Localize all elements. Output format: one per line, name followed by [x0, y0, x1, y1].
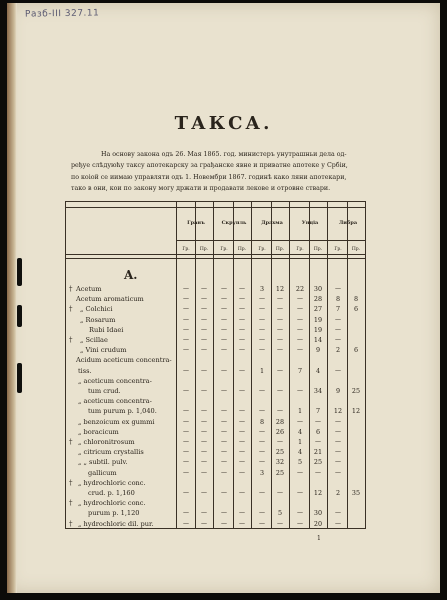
- price-cell: —: [239, 407, 245, 415]
- item-name: „ boracicum: [78, 427, 119, 436]
- price-cell: —: [201, 346, 207, 354]
- price-cell: —: [239, 509, 245, 517]
- price-cell: —: [221, 427, 227, 435]
- price-cell: —: [297, 336, 303, 343]
- price-cell: 25: [275, 468, 285, 477]
- item-name: tum crud.: [88, 387, 121, 395]
- price-cell: 5: [277, 509, 283, 518]
- price-cell: —: [259, 509, 265, 517]
- price-cell: —: [259, 336, 265, 343]
- item-name: „ hydrochloric conc.: [78, 478, 146, 487]
- price-cell: —: [277, 489, 283, 496]
- price-cell: —: [183, 417, 189, 425]
- column-group-header: Либра: [338, 220, 358, 226]
- price-cell: 12: [313, 489, 323, 497]
- price-cell: —: [221, 407, 227, 415]
- unit-header: Пр.: [313, 247, 323, 252]
- price-cell: 35: [351, 489, 361, 497]
- price-cell: —: [201, 468, 207, 476]
- price-cell: —: [201, 285, 207, 292]
- price-cell: 20: [313, 519, 323, 528]
- price-cell: —: [221, 509, 227, 517]
- unit-header: Гр.: [182, 247, 190, 252]
- table-row: [66, 406, 365, 416]
- price-cell: —: [239, 346, 245, 354]
- price-cell: 27: [313, 305, 323, 314]
- price-table: [65, 201, 366, 529]
- price-cell: —: [221, 519, 227, 527]
- price-cell: —: [221, 489, 227, 496]
- binding-tear: [17, 305, 22, 327]
- price-cell: —: [239, 448, 245, 456]
- column-rule: [365, 202, 366, 528]
- price-cell: 9: [315, 346, 321, 355]
- table-row: [66, 386, 365, 396]
- price-cell: —: [183, 387, 189, 394]
- price-cell: —: [259, 305, 265, 313]
- price-cell: —: [201, 427, 207, 435]
- price-cell: —: [221, 438, 227, 445]
- price-cell: —: [239, 417, 245, 425]
- price-cell: —: [183, 489, 189, 496]
- binding-tear: [17, 258, 22, 286]
- item-name: „ Rosarum: [80, 315, 116, 324]
- price-cell: —: [259, 458, 265, 466]
- price-cell: 14: [313, 336, 323, 344]
- price-cell: 22: [295, 285, 305, 293]
- page-title: ТАКСА.: [174, 113, 273, 134]
- unit-header: Пр.: [275, 247, 285, 252]
- price-cell: —: [335, 468, 341, 476]
- price-cell: 6: [353, 346, 359, 355]
- price-cell: —: [183, 325, 189, 333]
- table-row: [66, 417, 365, 427]
- item-name: „ Scillae: [80, 336, 108, 344]
- price-cell: —: [259, 387, 265, 394]
- price-cell: —: [183, 315, 189, 323]
- item-name: purum p. 1,120: [88, 509, 140, 518]
- price-cell: —: [183, 366, 189, 374]
- intro-paragraph: [71, 149, 419, 194]
- intro-line: тако в они, кои по закону могу држати и продавати лекове и отровне ствари.: [71, 184, 331, 192]
- price-cell: 4: [315, 366, 321, 375]
- price-cell: —: [239, 295, 245, 303]
- table-row: [66, 284, 365, 294]
- price-cell: —: [221, 366, 227, 374]
- price-cell: 3: [259, 285, 265, 293]
- price-cell: 7: [315, 407, 321, 416]
- table-row: [66, 325, 365, 335]
- price-cell: 8: [335, 295, 341, 304]
- price-cell: —: [259, 489, 265, 496]
- price-cell: 26: [275, 427, 285, 436]
- price-cell: 28: [313, 295, 323, 304]
- price-cell: —: [335, 336, 341, 343]
- price-cell: —: [239, 438, 245, 445]
- price-cell: —: [183, 285, 189, 292]
- price-cell: —: [183, 509, 189, 517]
- price-cell: —: [277, 325, 283, 333]
- price-cell: 6: [315, 427, 321, 436]
- table-row: [66, 396, 365, 406]
- price-cell: 32: [275, 458, 285, 467]
- price-cell: —: [201, 366, 207, 374]
- price-cell: 9: [335, 387, 341, 395]
- table-row: [66, 519, 365, 529]
- price-cell: 34: [313, 387, 323, 395]
- price-cell: —: [201, 448, 207, 456]
- price-cell: —: [297, 468, 303, 476]
- price-cell: —: [335, 448, 341, 456]
- price-cell: —: [201, 315, 207, 323]
- price-cell: 3: [259, 468, 265, 477]
- table-row: [66, 427, 365, 437]
- price-cell: 2: [335, 489, 341, 497]
- price-cell: —: [183, 468, 189, 476]
- price-cell: —: [239, 387, 245, 394]
- price-cell: 30: [313, 285, 323, 293]
- price-cell: —: [221, 295, 227, 303]
- table-row: [66, 304, 365, 314]
- price-cell: —: [335, 458, 341, 466]
- price-cell: 4: [297, 448, 303, 457]
- price-cell: —: [259, 346, 265, 354]
- item-name: Rubi Idaei: [89, 325, 124, 334]
- price-cell: —: [239, 336, 245, 343]
- price-cell: —: [277, 438, 283, 445]
- price-cell: —: [183, 438, 189, 445]
- price-cell: —: [201, 438, 207, 445]
- price-cell: —: [221, 305, 227, 313]
- price-cell: —: [297, 489, 303, 496]
- price-cell: —: [259, 295, 265, 303]
- price-cell: 12: [351, 407, 361, 416]
- item-name: crud. p. 1,160: [88, 489, 135, 497]
- price-cell: 25: [275, 448, 285, 457]
- intro-line: по коіой се иимаю управляти одъ 1. Новембри 1867. годинѣ како ляни апотекари,: [71, 173, 347, 181]
- table-row: [66, 478, 365, 488]
- price-cell: —: [239, 468, 245, 476]
- price-cell: 2: [335, 346, 341, 355]
- price-cell: —: [221, 468, 227, 476]
- table-row: [66, 437, 365, 447]
- dagger-mark: †: [69, 499, 73, 508]
- price-cell: —: [335, 509, 341, 517]
- unit-header: Гр.: [296, 247, 304, 252]
- price-cell: —: [221, 346, 227, 354]
- table-row: [66, 508, 365, 518]
- price-cell: —: [239, 315, 245, 323]
- table-row: [66, 345, 365, 355]
- unit-header: Гр.: [220, 247, 228, 252]
- price-cell: —: [221, 458, 227, 466]
- table-row: [66, 488, 365, 498]
- intro-line: На основу закона одъ 26. Мая 1865. год. министеръ унутрашньи дела од-: [101, 151, 347, 158]
- item-name: tiss.: [78, 366, 92, 375]
- price-cell: —: [277, 387, 283, 394]
- price-cell: —: [297, 387, 303, 394]
- price-cell: —: [201, 407, 207, 415]
- item-name: Acetum aromaticum: [76, 295, 144, 304]
- price-cell: —: [239, 519, 245, 527]
- document-page: [7, 3, 440, 593]
- price-cell: —: [239, 458, 245, 466]
- item-name: „ citricum crystallis: [78, 448, 144, 457]
- price-cell: —: [297, 519, 303, 527]
- price-cell: —: [259, 448, 265, 456]
- price-cell: —: [221, 315, 227, 323]
- price-cell: —: [335, 325, 341, 333]
- price-cell: —: [183, 336, 189, 343]
- price-cell: —: [183, 295, 189, 303]
- price-cell: —: [201, 509, 207, 517]
- price-cell: —: [297, 315, 303, 323]
- price-cell: —: [259, 325, 265, 333]
- price-cell: —: [239, 325, 245, 333]
- column-group-header: Драхма: [261, 220, 283, 226]
- price-cell: —: [183, 448, 189, 456]
- item-name: tum purum p. 1,040.: [88, 407, 157, 416]
- item-name: „ „ subtil. pulv.: [78, 458, 128, 467]
- price-cell: —: [277, 295, 283, 303]
- price-cell: —: [201, 325, 207, 333]
- table-row: [66, 468, 365, 478]
- price-cell: —: [277, 336, 283, 343]
- price-cell: 19: [313, 325, 323, 334]
- price-cell: —: [277, 519, 283, 527]
- price-cell: 30: [313, 509, 323, 518]
- price-cell: —: [239, 285, 245, 292]
- unit-header: Гр.: [258, 247, 266, 252]
- price-cell: —: [335, 438, 341, 445]
- price-cell: 1: [297, 407, 303, 416]
- price-cell: —: [239, 366, 245, 374]
- price-cell: —: [277, 366, 283, 374]
- price-cell: —: [277, 315, 283, 323]
- price-cell: —: [183, 305, 189, 313]
- price-cell: —: [221, 336, 227, 343]
- dagger-mark: †: [69, 305, 73, 314]
- section-letter: A.: [124, 268, 138, 282]
- item-name: „ aceticum concentra-: [78, 376, 152, 385]
- price-cell: —: [201, 295, 207, 303]
- unit-header: Пр.: [351, 247, 361, 252]
- binding-edge: [7, 3, 17, 593]
- dagger-mark: †: [69, 336, 73, 344]
- price-cell: —: [183, 458, 189, 466]
- price-cell: 12: [333, 407, 343, 416]
- header-rule: [66, 207, 365, 208]
- price-cell: —: [335, 519, 341, 527]
- archive-stamp: Разб-III 327.11: [24, 8, 100, 20]
- dagger-mark: †: [69, 478, 73, 487]
- table-row: [66, 335, 365, 345]
- price-cell: —: [239, 427, 245, 435]
- price-cell: 8: [259, 417, 265, 426]
- column-group-header: Унціа: [301, 220, 319, 226]
- dagger-mark: †: [69, 519, 73, 528]
- price-cell: —: [201, 519, 207, 527]
- price-cell: —: [183, 519, 189, 527]
- price-cell: —: [315, 417, 321, 425]
- header-rule: [66, 258, 365, 259]
- table-row: [66, 498, 365, 508]
- price-cell: —: [221, 448, 227, 456]
- price-cell: —: [277, 346, 283, 354]
- price-cell: 1: [259, 366, 265, 375]
- price-cell: —: [297, 325, 303, 333]
- price-cell: 5: [297, 458, 303, 467]
- table-row: [66, 355, 365, 365]
- dagger-mark: †: [69, 438, 73, 446]
- price-cell: —: [297, 509, 303, 517]
- price-cell: —: [259, 519, 265, 527]
- table-row: [66, 315, 365, 325]
- price-cell: 12: [275, 285, 285, 293]
- item-name: „ aceticum concentra-: [78, 397, 152, 406]
- item-name: „ Vini crudum: [80, 346, 127, 355]
- item-name: Acetum: [76, 285, 102, 293]
- price-cell: —: [201, 336, 207, 343]
- binding-tear: [17, 363, 22, 393]
- price-cell: —: [259, 315, 265, 323]
- price-cell: —: [315, 468, 321, 476]
- price-cell: —: [183, 427, 189, 435]
- price-cell: —: [221, 285, 227, 292]
- price-cell: —: [297, 305, 303, 313]
- unit-header: Пр.: [237, 247, 247, 252]
- table-row: [66, 447, 365, 457]
- item-name: „ hydrochloric dil. pur.: [78, 519, 154, 528]
- price-cell: —: [335, 427, 341, 435]
- price-cell: —: [239, 305, 245, 313]
- price-cell: —: [183, 346, 189, 354]
- price-cell: —: [297, 295, 303, 303]
- price-cell: 25: [351, 387, 361, 395]
- price-cell: —: [277, 407, 283, 415]
- table-row: [66, 376, 365, 386]
- price-cell: —: [183, 407, 189, 415]
- price-cell: 25: [313, 458, 323, 467]
- price-cell: 4: [297, 427, 303, 436]
- price-cell: —: [335, 285, 341, 292]
- table-row: [66, 457, 365, 467]
- price-cell: —: [201, 305, 207, 313]
- price-cell: 6: [353, 305, 359, 314]
- item-name: „ hydrochloric conc.: [78, 499, 146, 508]
- price-cell: —: [201, 417, 207, 425]
- price-cell: —: [315, 438, 321, 445]
- price-cell: —: [297, 346, 303, 354]
- price-cell: —: [297, 417, 303, 425]
- price-cell: —: [277, 305, 283, 313]
- table-row: [66, 294, 365, 304]
- price-cell: 19: [313, 315, 323, 324]
- item-name: „ benzoicum ex gummi: [78, 417, 155, 426]
- dagger-mark: †: [69, 285, 73, 293]
- price-cell: —: [221, 387, 227, 394]
- price-cell: —: [201, 458, 207, 466]
- table-row: [66, 366, 365, 376]
- page-number: 1: [317, 535, 321, 542]
- unit-header: Гр.: [334, 247, 342, 252]
- price-cell: —: [201, 489, 207, 496]
- item-name: Acidum aceticum concentra-: [76, 356, 172, 365]
- item-name: „ Colchici: [80, 305, 113, 314]
- price-cell: —: [259, 407, 265, 415]
- price-cell: 7: [335, 305, 341, 314]
- price-cell: —: [335, 417, 341, 425]
- price-cell: —: [201, 387, 207, 394]
- price-cell: 1: [297, 438, 303, 446]
- unit-header: Пр.: [199, 247, 209, 252]
- item-name: „ chloronitrosum: [78, 438, 135, 446]
- price-cell: —: [221, 417, 227, 425]
- price-cell: —: [335, 366, 341, 374]
- price-cell: 7: [297, 366, 303, 375]
- price-cell: —: [221, 325, 227, 333]
- price-cell: —: [335, 315, 341, 323]
- price-cell: —: [239, 489, 245, 496]
- price-cell: 21: [313, 448, 323, 457]
- price-cell: —: [259, 438, 265, 445]
- price-cell: 8: [353, 295, 359, 304]
- column-group-header: Гранъ: [187, 220, 205, 226]
- intro-line: ређуе слѣдуюћу таксу апотекарску за грађанске явне и приватне апотеке у Србiи,: [71, 162, 348, 170]
- header-rule: [66, 254, 365, 255]
- item-name: gallicum: [88, 468, 117, 477]
- column-group-header: Скрупль: [221, 220, 247, 226]
- price-cell: 28: [275, 417, 285, 426]
- price-cell: —: [259, 427, 265, 435]
